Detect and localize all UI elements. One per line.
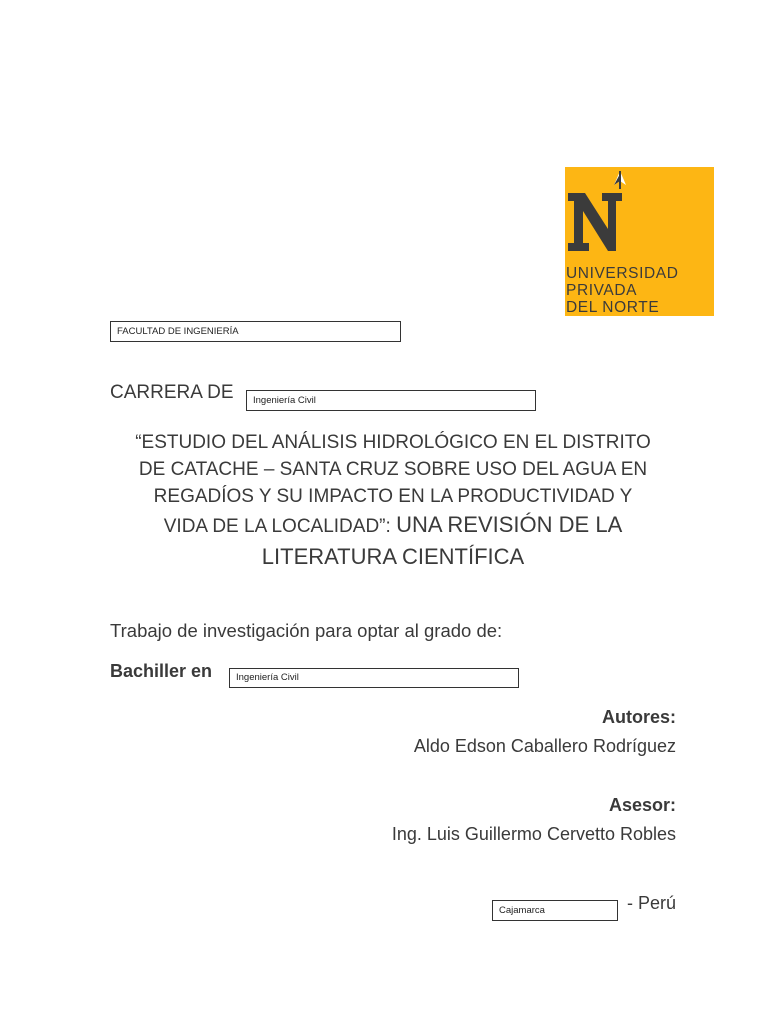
country-text: - Perú (626, 893, 676, 913)
logo-text-line1: UNIVERSIDAD (566, 265, 679, 282)
title-line-1: “ESTUDIO DEL ANÁLISIS HIDROLÓGICO EN EL DISTRITO (135, 432, 651, 453)
asesor-label: Asesor: (608, 795, 676, 815)
title-line-3: REGADÍOS Y SU IMPACTO EN LA PRODUCTIVIDAD Y (153, 486, 633, 507)
carrera-field[interactable]: Ingeniería Civil (246, 390, 536, 411)
carrera-label: CARRERA DE (110, 382, 234, 403)
thesis-title (100, 429, 686, 572)
bachiller-label: Bachiller en (110, 661, 213, 681)
title-line-5: LITERATURA CIENTÍFICA (261, 544, 525, 569)
asesor-name: Ing. Luis Guillermo Cervetto Robles (391, 824, 676, 844)
title-line-2: DE CATACHE – SANTA CRUZ SOBRE USO DEL AGUA EN (138, 459, 648, 480)
logo-text-line2: PRIVADA (566, 282, 638, 299)
university-logo (565, 167, 714, 316)
facultad-field[interactable]: FACULTAD DE INGENIERÍA (110, 321, 401, 342)
city-field[interactable]: Cajamarca (492, 900, 618, 921)
autor-name: Aldo Edson Caballero Rodríguez (413, 736, 676, 756)
title-line-4b: UNA REVISIÓN DE LA (396, 512, 623, 537)
bachiller-field[interactable]: Ingeniería Civil (229, 668, 519, 688)
autores-label: Autores: (601, 707, 676, 727)
logo-text-line3: DEL NORTE (566, 299, 660, 316)
trabajo-text: Trabajo de investigación para optar al grado de: (110, 620, 503, 641)
title-line-4a: VIDA DE LA LOCALIDAD”: (163, 516, 397, 537)
